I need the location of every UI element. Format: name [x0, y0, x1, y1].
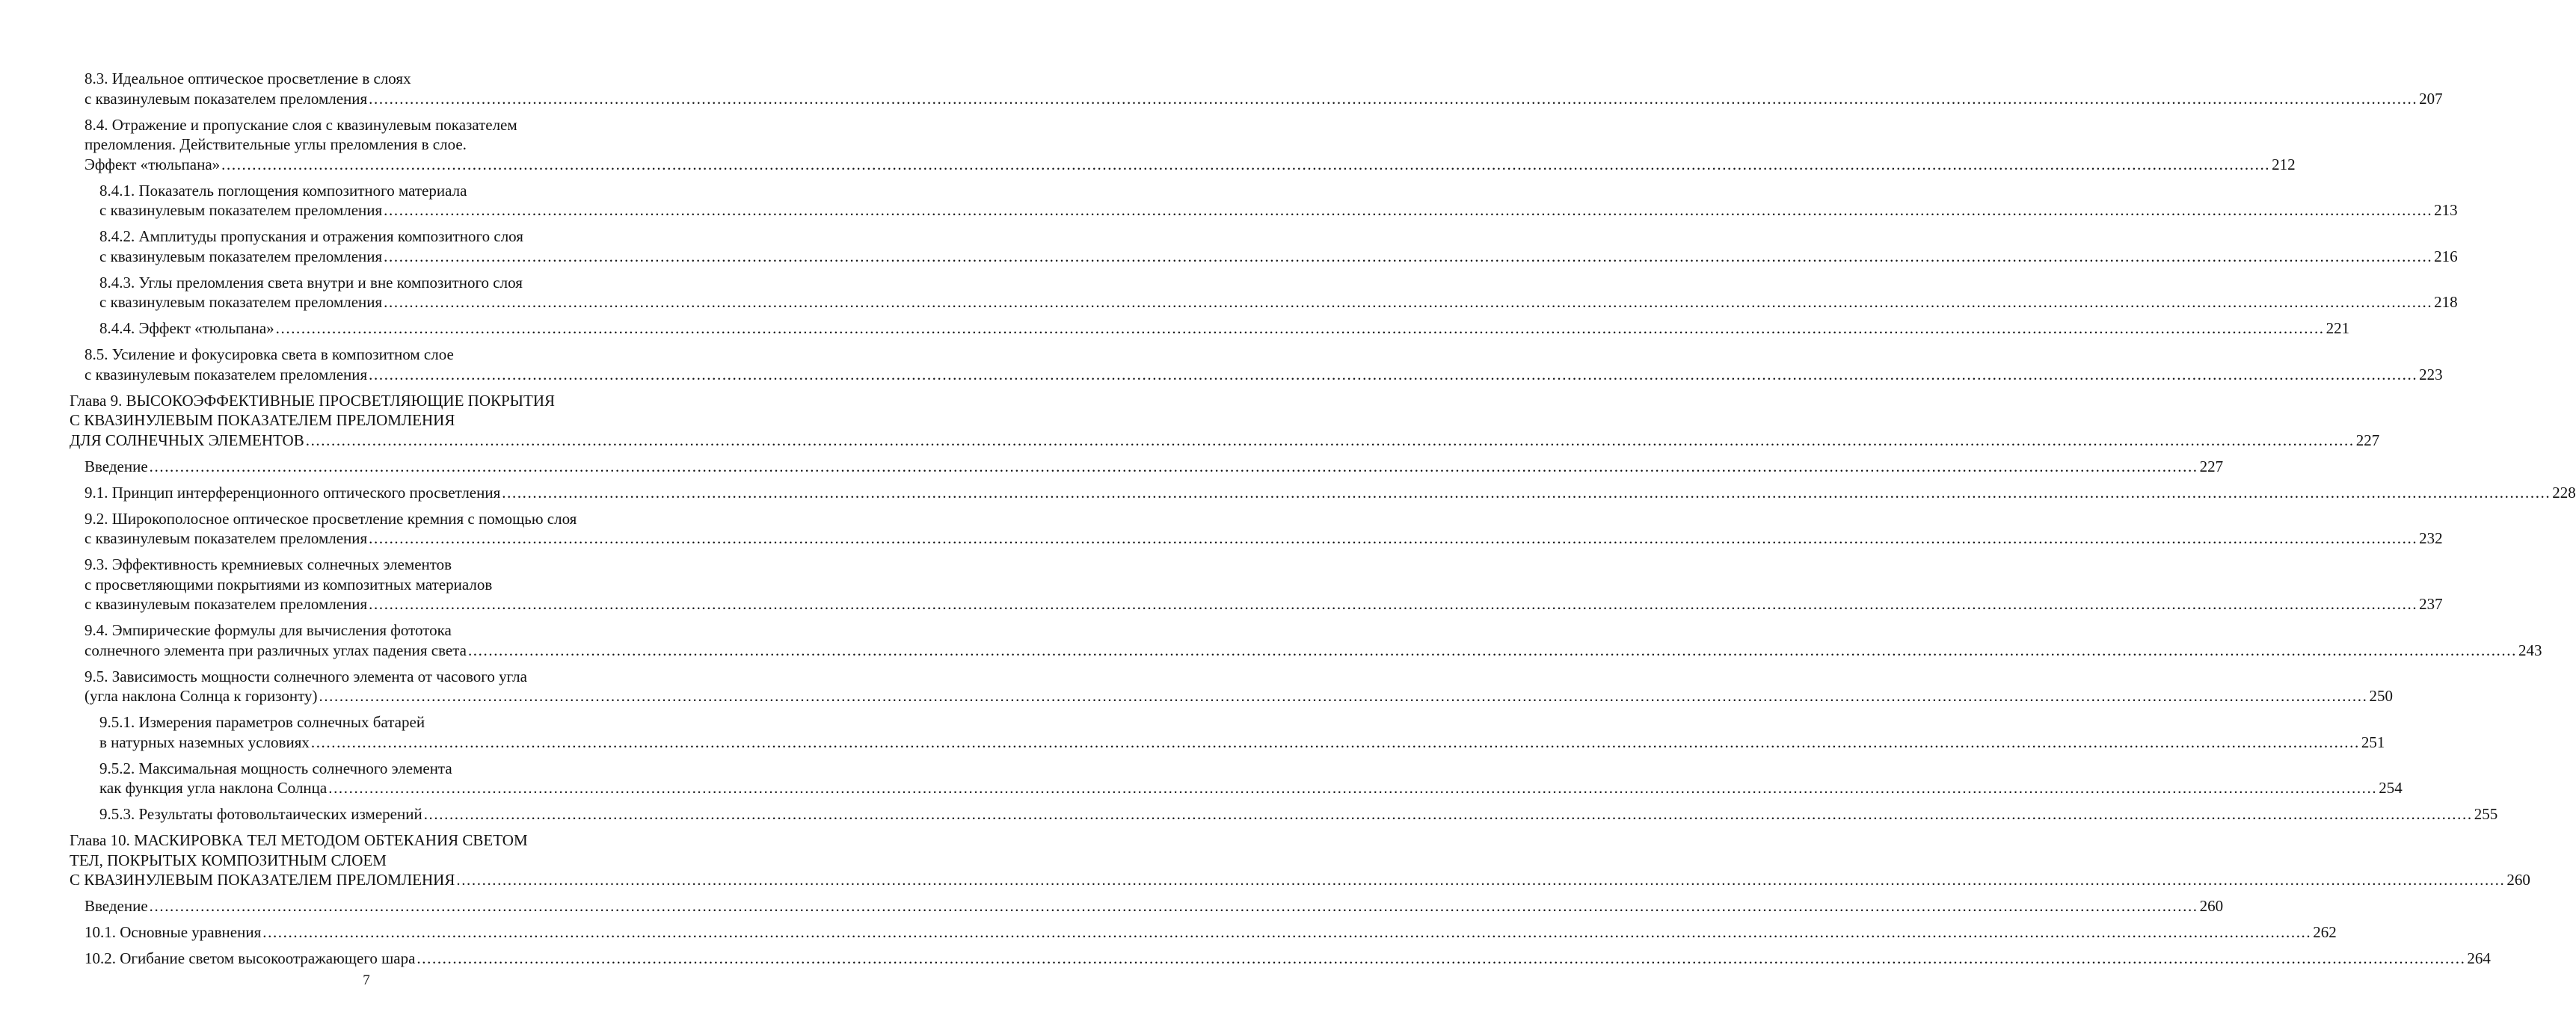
toc-page-number: 251	[2361, 733, 2385, 751]
dot-leader: ................................................................................................................................................................................................................................................................................................................................................................................................................	[467, 641, 2517, 659]
toc-entry-last-line	[99, 292, 2458, 312]
toc-entry	[70, 667, 2393, 706]
toc-page-number: 243	[2518, 641, 2542, 659]
toc-page-number: 223	[2419, 365, 2443, 383]
toc-entry-last-line	[99, 318, 2350, 339]
toc-entry-title-line: 8.4. Отражение и пропускание слоя с квазинулевым показателем	[84, 115, 517, 134]
toc-entry	[70, 273, 2458, 312]
dot-leader: ................................................................................................................................................................................................................................................................................................................................................................................................................	[384, 201, 2433, 219]
toc-entry-title-line: с квазинулевым показателем преломления	[99, 201, 383, 219]
toc-entry	[70, 181, 2458, 221]
toc-page-number: 227	[2199, 457, 2224, 475]
toc-chapter-entry	[70, 830, 2530, 890]
toc-entry	[70, 712, 2385, 752]
toc-entry-last-line	[99, 804, 2498, 824]
toc-entry-last-line	[99, 733, 2385, 753]
toc-entry-last-line	[84, 483, 2576, 503]
table-of-contents	[70, 69, 2576, 975]
toc-entry-last-line	[99, 200, 2458, 221]
toc-entry-title-line: Введение	[84, 897, 148, 915]
toc-entry-title-line: 8.3. Идеальное оптическое просветление в слоях	[84, 70, 411, 87]
toc-entry	[70, 949, 2491, 969]
toc-entry-title-line: 9.5.2. Максимальная мощность солнечного элемента	[99, 759, 452, 777]
toc-entry	[70, 345, 2443, 384]
dot-leader: ................................................................................................................................................................................................................................................................................................................................................................................................................	[149, 457, 2198, 475]
toc-entry-title-line: 9.5.3. Результаты фотовольтаических измерений	[99, 805, 422, 823]
dot-leader: ................................................................................................................................................................................................................................................................................................................................................................................................................	[502, 483, 2551, 502]
toc-entry-title-line: с квазинулевым показателем преломления	[84, 89, 368, 108]
toc-page-number: 207	[2419, 89, 2443, 108]
toc-page-number: 228	[2552, 483, 2576, 502]
toc-entry	[70, 922, 2337, 943]
toc-entry-title-line: Глава 10. МАСКИРОВКА ТЕЛ МЕТОДОМ ОБТЕКАНИЯ СВЕТОМ	[70, 831, 528, 849]
dot-leader: ................................................................................................................................................................................................................................................................................................................................................................................................................	[221, 155, 2271, 173]
toc-entry-last-line	[84, 922, 2337, 943]
toc-page-number: 216	[2434, 247, 2458, 265]
dot-leader: ................................................................................................................................................................................................................................................................................................................................................................................................................	[149, 897, 2198, 915]
toc-entry	[70, 115, 2296, 175]
toc-page-number: 260	[2199, 897, 2224, 915]
dot-leader: ................................................................................................................................................................................................................................................................................................................................................................................................................	[456, 871, 2506, 889]
toc-entry	[70, 69, 2443, 108]
toc-entry-title-line: Эффект «тюльпана»	[84, 155, 221, 173]
toc-page-number: 232	[2419, 529, 2443, 547]
toc-entry	[70, 896, 2224, 916]
toc-entry	[70, 804, 2498, 824]
toc-entry-title-line: 8.5. Усиление и фокусировка света в композитном слое	[84, 345, 454, 363]
toc-page-number: 250	[2369, 687, 2393, 705]
toc-entry-last-line	[84, 896, 2224, 916]
toc-entry-last-line	[84, 641, 2542, 661]
toc-entry-title-line: с квазинулевым показателем преломления	[84, 595, 368, 613]
dot-leader: ................................................................................................................................................................................................................................................................................................................................................................................................................	[310, 733, 2360, 751]
toc-page-number: 255	[2474, 805, 2498, 823]
toc-entry	[70, 457, 2224, 477]
dot-leader: ................................................................................................................................................................................................................................................................................................................................................................................................................	[416, 949, 2466, 967]
toc-entry-title-line: 10.2. Огибание светом высокоотражающего шара	[84, 949, 416, 967]
toc-entry-title-line: с просветляющими покрытиями из композитных материалов	[84, 575, 493, 593]
toc-entry-title-line: с квазинулевым показателем преломления	[99, 247, 383, 265]
toc-entry-title-line: 8.4.1. Показатель поглощения композитного материала	[99, 181, 467, 200]
toc-entry-title-line: как функция угла наклона Солнца	[99, 779, 328, 797]
toc-page-number: 227	[2355, 431, 2380, 449]
toc-entry-title-line: в натурных наземных условиях	[99, 733, 310, 751]
dot-leader: ................................................................................................................................................................................................................................................................................................................................................................................................................	[369, 365, 2418, 383]
toc-entry-title-line: 9.5. Зависимость мощности солнечного элемента от часового угла	[84, 667, 527, 685]
dot-leader: ................................................................................................................................................................................................................................................................................................................................................................................................................	[328, 779, 2378, 797]
toc-page-number: 237	[2419, 595, 2443, 613]
dot-leader: ................................................................................................................................................................................................................................................................................................................................................................................................................	[319, 687, 2368, 705]
toc-entry-title-line: ТЕЛ, ПОКРЫТЫХ КОМПОЗИТНЫМ СЛОЕМ	[70, 851, 387, 869]
toc-page-number: 254	[2379, 779, 2403, 797]
toc-entry-last-line	[84, 457, 2224, 477]
toc-chapter-entry	[70, 391, 2380, 451]
dot-leader: ................................................................................................................................................................................................................................................................................................................................................................................................................	[423, 805, 2473, 823]
dot-leader: ................................................................................................................................................................................................................................................................................................................................................................................................................	[262, 923, 2312, 941]
toc-entry-title-line: ДЛЯ СОЛНЕЧНЫХ ЭЛЕМЕНТОВ	[70, 431, 304, 449]
toc-page-number: 213	[2434, 201, 2458, 219]
toc-entry-title-line: Глава 9. ВЫСОКОЭФФЕКТИВНЫЕ ПРОСВЕТЛЯЮЩИЕ ПОКРЫТИЯ	[70, 391, 555, 410]
toc-page-number: 262	[2313, 923, 2337, 941]
toc-entry	[70, 226, 2458, 266]
dot-leader: ................................................................................................................................................................................................................................................................................................................................................................................................................	[384, 293, 2433, 311]
toc-entry	[70, 483, 2576, 503]
toc-entry-title-line: С КВАЗИНУЛЕВЫМ ПОКАЗАТЕЛЕМ ПРЕЛОМЛЕНИЯ	[70, 411, 455, 429]
toc-entry-title-line: (угла наклона Солнца к горизонту)	[84, 687, 318, 705]
dot-leader: ................................................................................................................................................................................................................................................................................................................................................................................................................	[369, 595, 2418, 613]
toc-entry-title-line: 9.5.1. Измерения параметров солнечных батарей	[99, 713, 425, 731]
dot-leader: ................................................................................................................................................................................................................................................................................................................................................................................................................	[275, 319, 2325, 337]
toc-entry-title-line: С КВАЗИНУЛЕВЫМ ПОКАЗАТЕЛЕМ ПРЕЛОМЛЕНИЯ	[70, 871, 455, 889]
toc-entry-last-line	[84, 365, 2443, 385]
toc-page-number: 218	[2434, 293, 2458, 311]
toc-entry-last-line	[84, 594, 2443, 614]
toc-entry-last-line	[84, 528, 2443, 549]
dot-leader: ................................................................................................................................................................................................................................................................................................................................................................................................................	[305, 431, 2355, 449]
toc-entry-last-line	[70, 431, 2380, 451]
toc-entry-last-line	[84, 155, 2296, 175]
dot-leader: ................................................................................................................................................................................................................................................................................................................................................................................................................	[384, 247, 2433, 265]
toc-entry-last-line	[84, 686, 2393, 706]
toc-entry-title-line: преломления. Действительные углы преломления в слое.	[84, 135, 467, 153]
dot-leader: ................................................................................................................................................................................................................................................................................................................................................................................................................	[369, 529, 2418, 547]
toc-entry-title-line: 9.1. Принцип интерференционного оптического просветления	[84, 483, 501, 502]
toc-entry-title-line: с квазинулевым показателем преломления	[84, 365, 368, 383]
toc-entry	[70, 759, 2403, 798]
toc-page-number: 221	[2326, 319, 2350, 337]
toc-page-number: 260	[2506, 871, 2530, 889]
toc-entry-title-line: Введение	[84, 457, 148, 475]
toc-entry-title-line: 9.4. Эмпирические формулы для вычисления фототока	[84, 621, 452, 639]
toc-page-number: 264	[2467, 949, 2491, 967]
toc-entry	[70, 509, 2443, 549]
toc-entry-title-line: солнечного элемента при различных углах падения света	[84, 641, 467, 659]
toc-entry-title-line: 8.4.3. Углы преломления света внутри и вне композитного слоя	[99, 273, 523, 292]
toc-entry-title-line: с квазинулевым показателем преломления	[99, 293, 383, 311]
toc-entry	[70, 318, 2350, 339]
toc-entry-title-line: 9.2. Широкополосное оптическое просветление кремния с помощью слоя	[84, 509, 577, 528]
toc-page-number: 212	[2272, 155, 2296, 173]
toc-entry	[70, 620, 2542, 660]
toc-entry-last-line	[70, 870, 2530, 890]
toc-entry-title-line: 8.4.4. Эффект «тюльпана»	[99, 319, 274, 337]
toc-entry-title-line: 9.3. Эффективность кремниевых солнечных элементов	[84, 555, 452, 573]
toc-entry-title-line: 8.4.2. Амплитуды пропускания и отражения композитного слоя	[99, 227, 523, 245]
page-number: 7	[363, 972, 370, 988]
toc-entry-last-line	[84, 89, 2443, 109]
toc-entry-last-line	[84, 949, 2491, 969]
toc-entry-title-line: 10.1. Основные уравнения	[84, 923, 262, 941]
toc-entry-last-line	[99, 778, 2403, 798]
dot-leader: ................................................................................................................................................................................................................................................................................................................................................................................................................	[369, 89, 2418, 108]
toc-entry-last-line	[99, 247, 2458, 267]
toc-entry-title-line: с квазинулевым показателем преломления	[84, 529, 368, 547]
toc-entry	[70, 555, 2443, 614]
